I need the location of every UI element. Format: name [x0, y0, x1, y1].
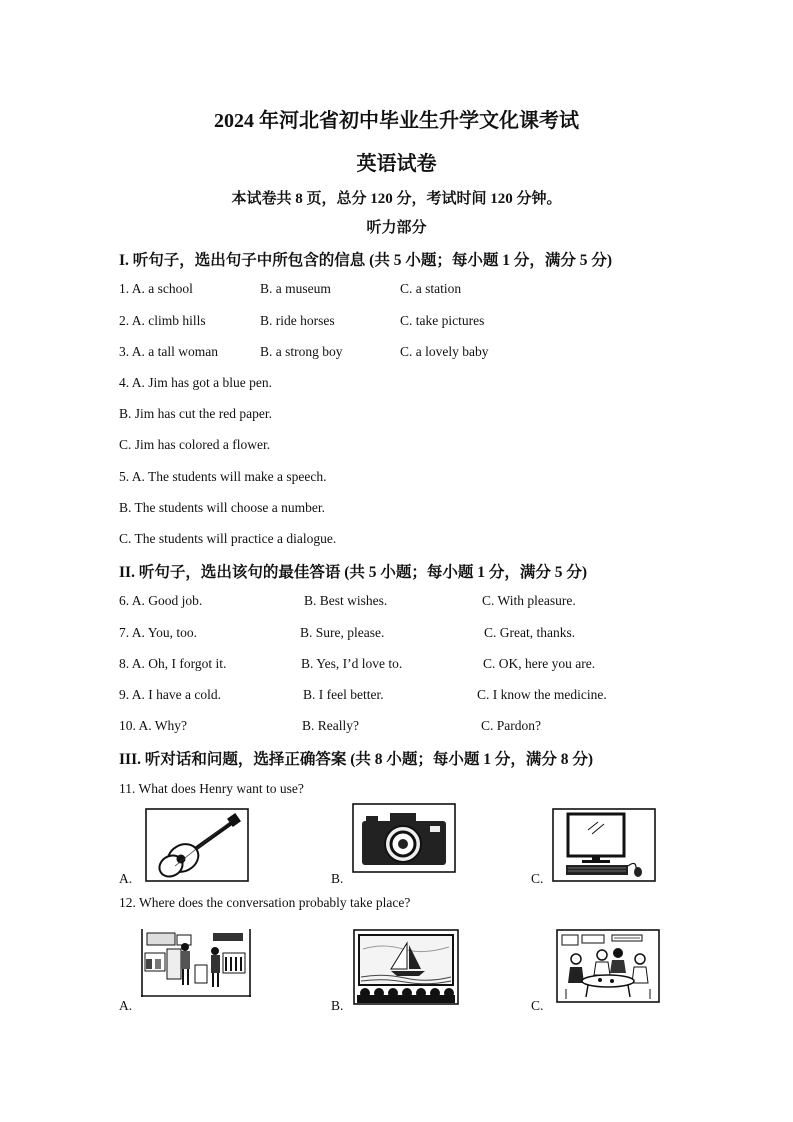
q5-option-a: 5. A. The students will make a speech. [119, 469, 327, 484]
q5-option-b: B. The students will choose a number. [119, 500, 325, 515]
q9-option-b: B. I feel better. [303, 687, 384, 702]
camera-icon [352, 803, 456, 873]
q7-option-b: B. Sure, please. [300, 625, 385, 640]
q1-option-c: C. a station [400, 281, 462, 296]
q2-option-c: C. take pictures [400, 313, 485, 328]
q11-label-b: B. [331, 871, 344, 886]
q11-label-a: A. [119, 871, 133, 886]
q8-option-c: C. OK, here you are. [483, 656, 596, 671]
q11-question: 11. What does Henry want to use? [119, 781, 304, 796]
exam-subject: 英语试卷 [356, 153, 437, 175]
q12-question: 12. Where does the conversation probably take place? [119, 895, 411, 910]
q12-label-a: A. [119, 998, 133, 1013]
shop-scene-icon [141, 929, 251, 997]
q9-option-a: 9. A. I have a cold. [119, 687, 221, 702]
q6-option-a: 6. A. Good job. [119, 593, 203, 608]
section-2-heading: II. 听句子，选出该句的最佳答语 (共 5 小题；每小题 1 分，满分 5 分) [119, 564, 588, 581]
part-heading: 听力部分 [366, 220, 427, 236]
q3-option-c: C. a lovely baby [400, 344, 489, 359]
q7-option-a: 7. A. You, too. [119, 625, 198, 640]
q11-label-c: C. [531, 871, 544, 886]
exam-title: 2024 年河北省初中毕业生升学文化课考试 [214, 110, 579, 132]
q12-label-c: C. [531, 998, 544, 1013]
computer-icon [552, 808, 656, 882]
q12-label-b: B. [331, 998, 344, 1013]
guitar-icon [145, 808, 249, 882]
cinema-scene-icon [353, 929, 459, 1005]
q6-option-c: C. With pleasure. [482, 593, 576, 608]
q10-option-c: C. Pardon? [481, 718, 541, 733]
q9-option-c: C. I know the medicine. [477, 687, 607, 702]
section-3-heading: III. 听对话和问题，选择正确答案 (共 8 小题；每小题 1 分，满分 8 分) [119, 751, 594, 768]
q10-option-a: 10. A. Why? [119, 718, 187, 733]
q5-option-c: C. The students will practice a dialogue. [119, 531, 337, 546]
q10-option-b: B. Really? [302, 718, 359, 733]
q1-option-a: 1. A. a school [119, 281, 193, 296]
q1-option-b: B. a museum [260, 281, 331, 296]
q7-option-c: C. Great, thanks. [484, 625, 576, 640]
q4-option-a: 4. A. Jim has got a blue pen. [119, 375, 272, 390]
q8-option-a: 8. A. Oh, I forgot it. [119, 656, 227, 671]
q4-option-b: B. Jim has cut the red paper. [119, 406, 272, 421]
q2-option-a: 2. A. climb hills [119, 313, 206, 328]
exam-info: 本试卷共 8 页，总分 120 分，考试时间 120 分钟。 [231, 191, 562, 207]
q2-option-b: B. ride horses [260, 313, 335, 328]
section-1-heading: I. 听句子，选出句子中所包含的信息 (共 5 小题；每小题 1 分，满分 5 分) [119, 252, 612, 269]
restaurant-scene-icon [556, 929, 660, 1003]
q3-option-a: 3. A. a tall woman [119, 344, 218, 359]
q8-option-b: B. Yes, I’d love to. [301, 656, 403, 671]
q4-option-c: C. Jim has colored a flower. [119, 437, 271, 452]
q3-option-b: B. a strong boy [260, 344, 343, 359]
q6-option-b: B. Best wishes. [304, 593, 388, 608]
